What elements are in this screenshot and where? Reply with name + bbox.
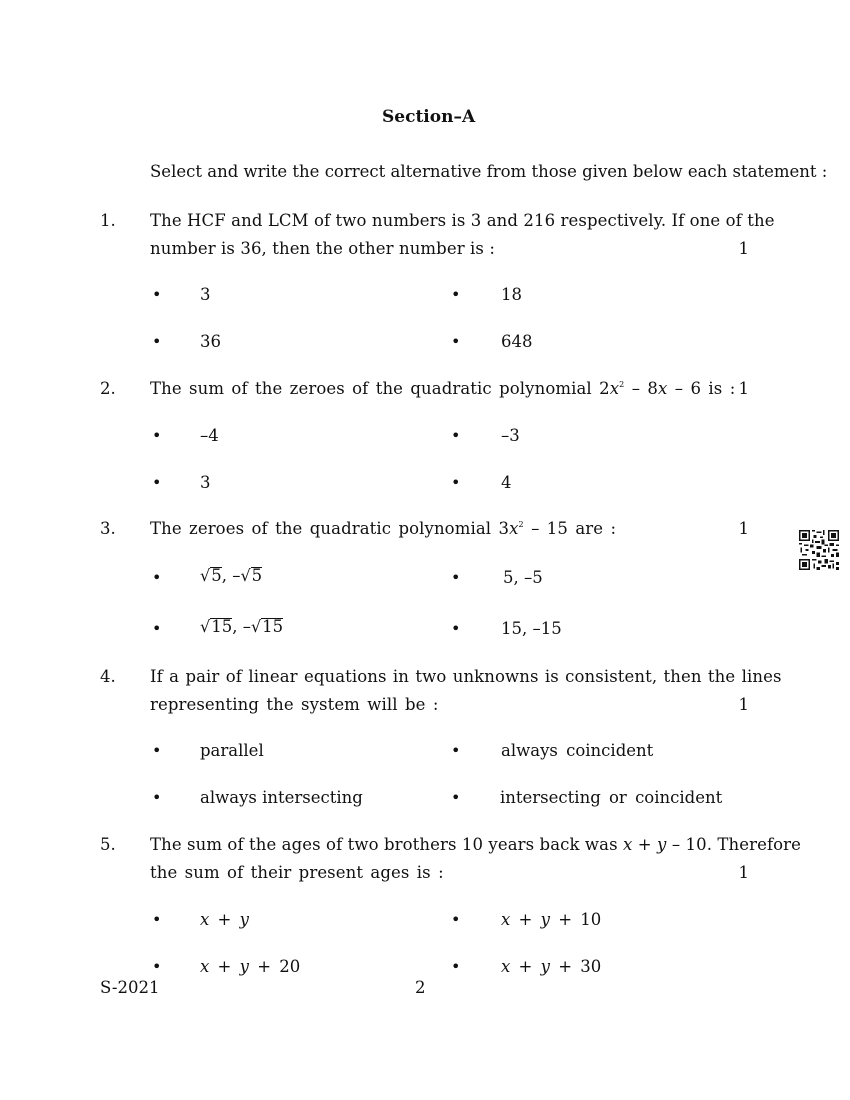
- question-mark: 1: [738, 379, 749, 398]
- question-text: The zeroes of the quadratic polynomial $3x^2 - 15$ are :: [150, 519, 617, 538]
- question-text: representing the system will be :: [150, 695, 439, 714]
- option-a: √5, –√5: [200, 566, 263, 585]
- option-bullet: •: [152, 473, 162, 492]
- instruction-text: Select and write the correct alternative from those given below each statement :: [150, 162, 828, 181]
- qr-code-image: [799, 530, 839, 570]
- option-bullet: •: [152, 426, 162, 445]
- option-d: x + y + 30: [501, 957, 602, 976]
- option-bullet: •: [451, 426, 461, 445]
- option-b: –3: [501, 426, 520, 445]
- option-bullet: •: [152, 741, 162, 760]
- option-d: intersecting or coincident: [500, 788, 723, 807]
- section-title: Section–A: [382, 107, 476, 127]
- option-b: always coincident: [501, 741, 654, 760]
- option-d: 648: [501, 332, 533, 351]
- option-bullet: •: [451, 473, 461, 492]
- option-c: always intersecting: [200, 788, 363, 807]
- option-b: x + y + 10: [501, 910, 602, 929]
- option-bullet: •: [152, 957, 162, 976]
- question-number: 5.: [100, 835, 116, 854]
- option-c: x + y + 20: [200, 957, 301, 976]
- question-mark: 1: [738, 239, 749, 258]
- question-text: number is 36, then the other number is :: [150, 239, 495, 258]
- option-bullet: •: [451, 910, 461, 929]
- option-d: 4: [501, 473, 512, 492]
- option-c: √15, –√15: [200, 617, 284, 636]
- question-number: 3.: [100, 519, 116, 538]
- option-bullet: •: [152, 910, 162, 929]
- option-bullet: •: [152, 568, 162, 587]
- option-b: 18: [501, 285, 522, 304]
- question-number: 4.: [100, 667, 116, 686]
- option-c: 3: [200, 473, 211, 492]
- question-number: 1.: [100, 211, 116, 230]
- page-number: 2: [415, 978, 426, 997]
- option-bullet: •: [451, 957, 461, 976]
- question-text: If a pair of linear equations in two unknowns is consistent, then the lines: [150, 667, 782, 686]
- option-a: 3: [200, 285, 211, 304]
- option-a: –4: [200, 426, 219, 445]
- question-mark: 1: [738, 695, 749, 714]
- option-bullet: •: [451, 741, 461, 760]
- option-bullet: •: [451, 285, 461, 304]
- option-b: 5, –5: [503, 568, 543, 587]
- option-c: 36: [200, 332, 221, 351]
- option-a: x + y: [200, 910, 249, 929]
- question-number: 2.: [100, 379, 116, 398]
- option-d: 15, –15: [501, 619, 562, 638]
- question-text: The sum of the ages of two brothers 10 years back was x + y – 10. Therefore: [150, 835, 802, 854]
- option-bullet: •: [451, 332, 461, 351]
- question-text: The sum of the zeroes of the quadratic polynomial $2x^2 - 8x - 6$ is :: [150, 379, 736, 398]
- question-mark: 1: [738, 519, 749, 538]
- question-text: The HCF and LCM of two numbers is 3 and 216 respectively. If one of the: [150, 211, 775, 230]
- option-bullet: •: [152, 788, 162, 807]
- question-text: the sum of their present ages is :: [150, 863, 444, 882]
- question-mark: 1: [738, 863, 749, 882]
- option-bullet: •: [152, 285, 162, 304]
- option-bullet: •: [152, 332, 162, 351]
- option-a: parallel: [200, 741, 264, 760]
- option-bullet: •: [451, 788, 461, 807]
- option-bullet: •: [451, 568, 461, 587]
- option-bullet: •: [152, 619, 162, 638]
- footer-code: S-2021: [100, 978, 160, 997]
- option-bullet: •: [451, 619, 461, 638]
